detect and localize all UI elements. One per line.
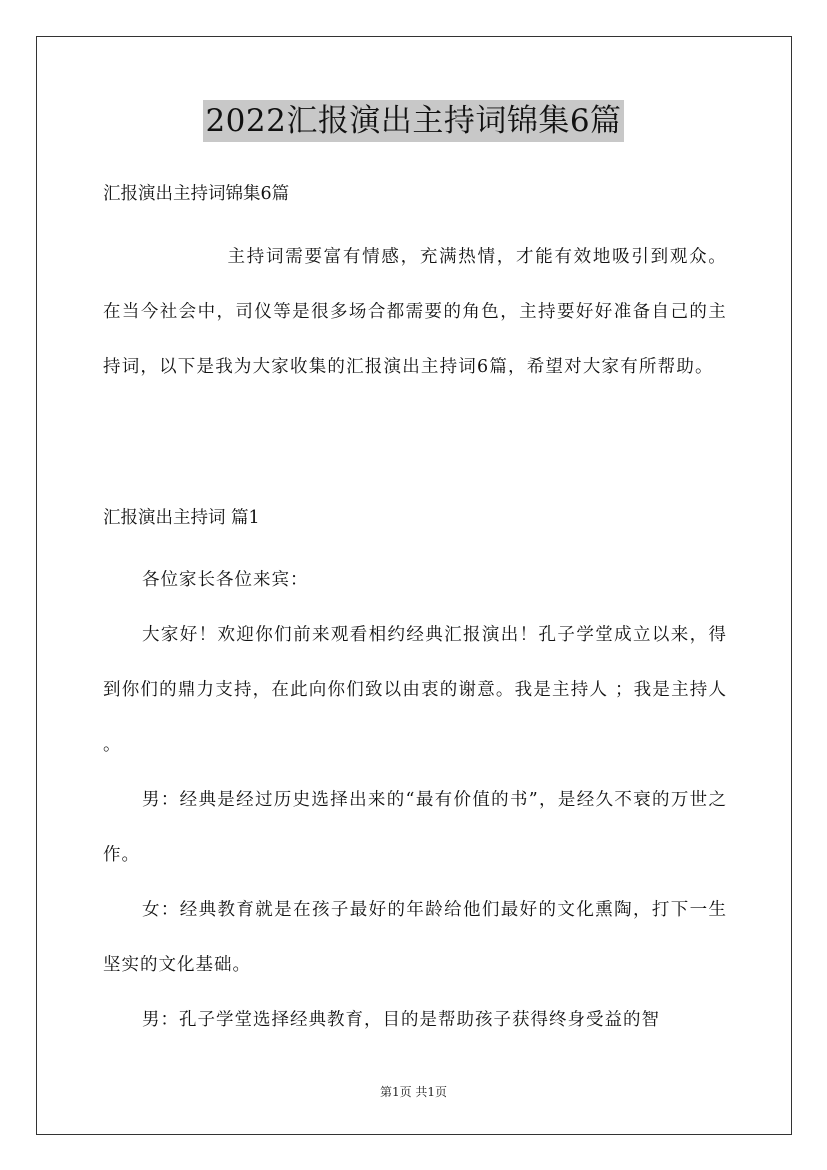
paragraph-greeting: 各位家长各位来宾： [142, 570, 309, 590]
document-title: 2022汇报演出主持词锦集6篇 [203, 100, 623, 142]
page-footer: 第1页 共1页 [379, 1085, 448, 1099]
paragraph-female-1: 女：经典教育就是在孩子最好的年龄给他们最好的文化熏陶，打下一生坚实的文化基础。 [103, 900, 727, 975]
paragraph-welcome: 大家好！欢迎你们前来观看相约经典汇报演出！孔子学堂成立以来，得到你们的鼎力支持，在此向你们致以由衷的谢意。我是主持人 ；我是主持人 。 [103, 625, 727, 755]
paragraph-male-1: 男：经典是经过历史选择出来的“最有价值的书”，是经久不衰的万世之作。 [103, 790, 727, 865]
document-subtitle: 汇报演出主持词锦集6篇 [103, 184, 290, 204]
paragraph-male-2: 男：孔子学堂选择经典教育，目的是帮助孩子获得终身受益的智 [142, 1010, 660, 1030]
intro-paragraph [103, 230, 727, 395]
section-heading: 汇报演出主持词 篇1 [103, 508, 260, 528]
body-text [103, 553, 727, 1048]
title-container [0, 100, 827, 142]
intro-text: 主持词需要富有情感，充满热情，才能有效地吸引到观众。在当今社会中，司仪等是很多场合都需要的角色，主持要好好准备自己的主持词，以下是我为大家收集的汇报演出主持词6篇，希望对大家有所帮助。 [103, 247, 727, 377]
